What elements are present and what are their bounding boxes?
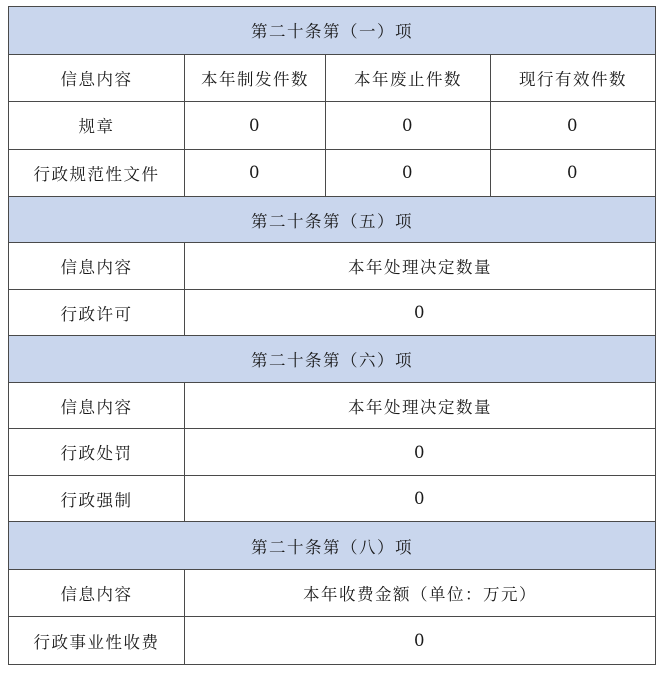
table-row — [9, 102, 656, 150]
cell-value: 0 — [326, 149, 491, 197]
table-row — [9, 617, 656, 665]
row-label: 行政事业性收费 — [9, 617, 185, 665]
cell-value: 0 — [491, 149, 656, 197]
cell-value: 0 — [185, 429, 656, 475]
column-header: 现行有效件数 — [491, 54, 656, 102]
cell-value: 0 — [326, 102, 491, 150]
section-header-row — [9, 336, 656, 382]
disclosure-table — [8, 6, 656, 665]
column-header: 信息内容 — [9, 569, 185, 617]
table-row — [9, 429, 656, 475]
table-row — [9, 289, 656, 335]
cell-value: 0 — [185, 102, 326, 150]
cell-value: 0 — [185, 617, 656, 665]
section-title: 第二十条第（一）项 — [9, 7, 656, 55]
cell-value: 0 — [185, 289, 656, 335]
section-title: 第二十条第（八）项 — [9, 522, 656, 570]
column-header: 信息内容 — [9, 54, 185, 102]
table-header-row — [9, 569, 656, 617]
section-header-row — [9, 197, 656, 243]
table-row — [9, 475, 656, 521]
row-label: 行政强制 — [9, 475, 185, 521]
column-header: 本年制发件数 — [185, 54, 326, 102]
column-header: 信息内容 — [9, 382, 185, 428]
table-header-row — [9, 243, 656, 289]
section-title: 第二十条第（六）项 — [9, 336, 656, 382]
row-label: 行政规范性文件 — [9, 149, 185, 197]
section-header-row — [9, 7, 656, 55]
cell-value: 0 — [491, 102, 656, 150]
table-header-row — [9, 382, 656, 428]
table-row — [9, 149, 656, 197]
column-header: 本年处理决定数量 — [185, 382, 656, 428]
row-label: 行政处罚 — [9, 429, 185, 475]
cell-value: 0 — [185, 475, 656, 521]
section-title: 第二十条第（五）项 — [9, 197, 656, 243]
column-header: 本年收费金额（单位：万元） — [185, 569, 656, 617]
column-header: 信息内容 — [9, 243, 185, 289]
column-header: 本年处理决定数量 — [185, 243, 656, 289]
section-header-row — [9, 522, 656, 570]
row-label: 规章 — [9, 102, 185, 150]
table-header-row — [9, 54, 656, 102]
cell-value: 0 — [185, 149, 326, 197]
column-header: 本年废止件数 — [326, 54, 491, 102]
row-label: 行政许可 — [9, 289, 185, 335]
